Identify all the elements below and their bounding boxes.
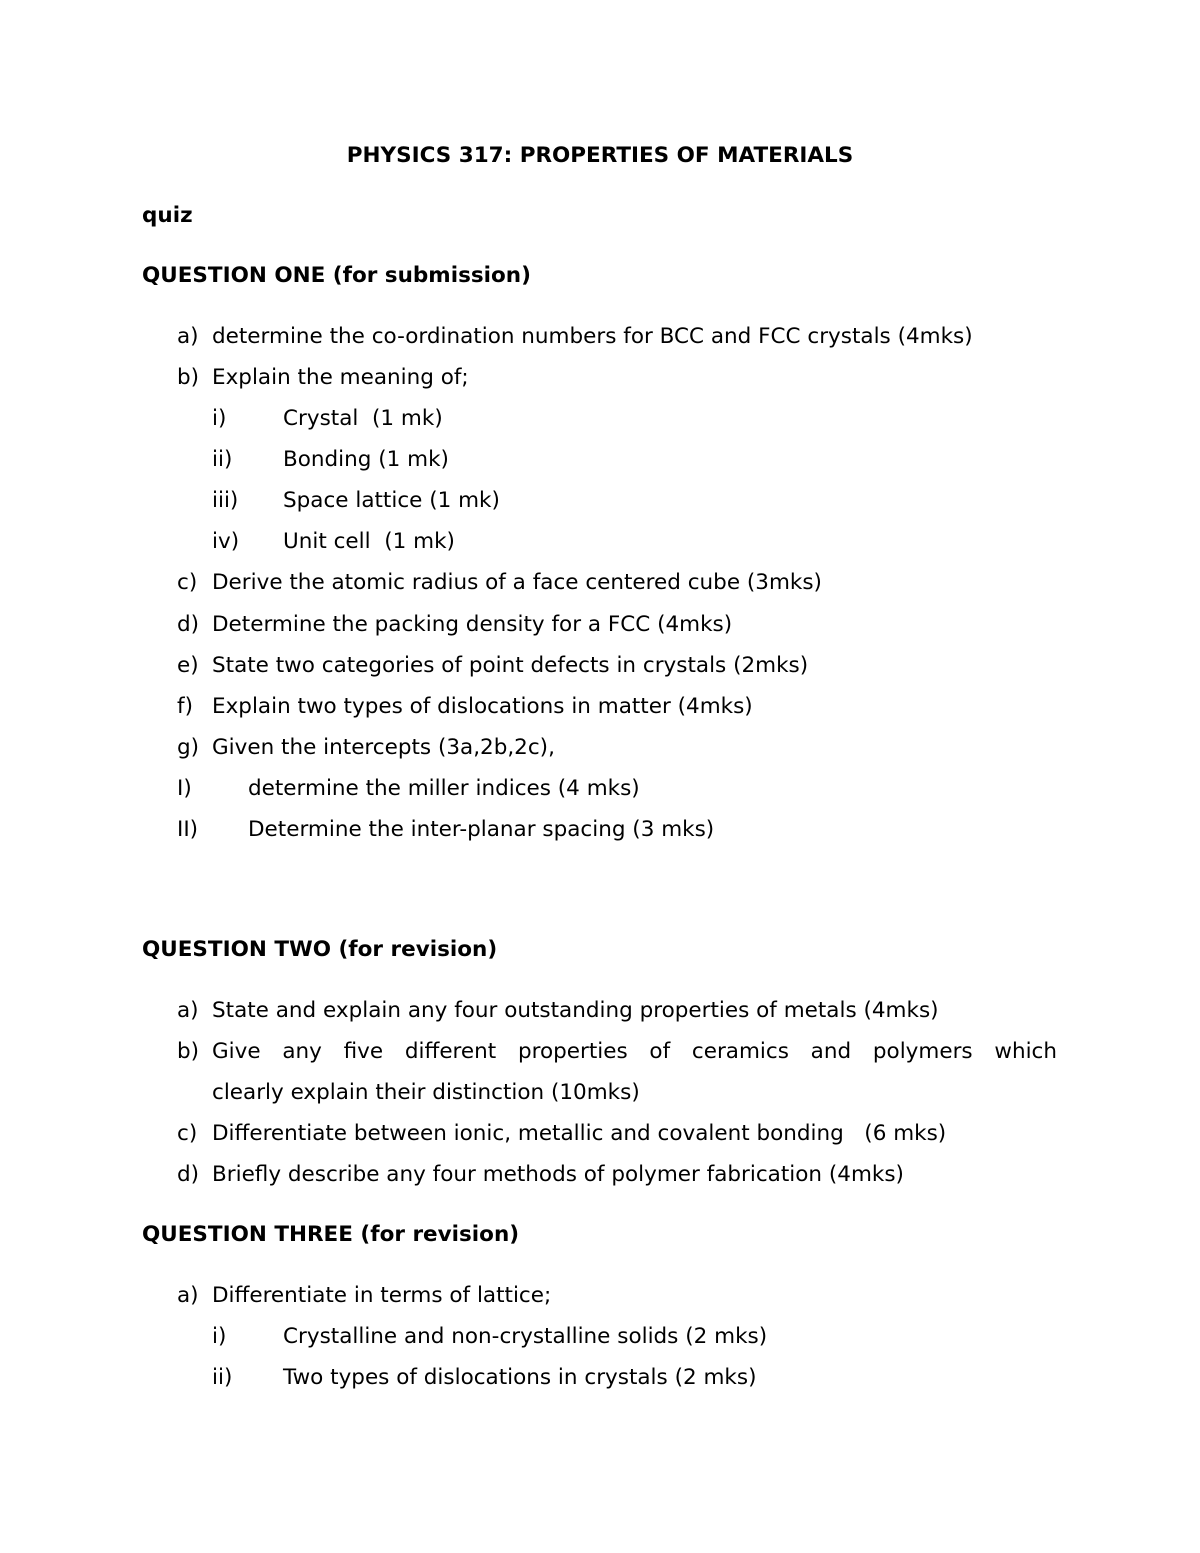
subitem-text: Crystalline and non-crystalline solids (2 mks)	[283, 1324, 768, 1349]
item-marker: b)	[177, 365, 200, 390]
question-three-heading: QUESTION THREE (for revision)	[142, 1222, 520, 1247]
item-marker: d)	[177, 612, 200, 637]
item-text: Derive the atomic radius of a face centered cube (3mks)	[212, 570, 822, 595]
item-text: Differentiate in terms of lattice;	[212, 1283, 552, 1308]
question-one-heading: QUESTION ONE (for submission)	[142, 263, 531, 288]
subitem-marker: i)	[212, 1324, 227, 1349]
subitem-marker: iii)	[212, 488, 239, 513]
item-text: Briefly describe any four methods of polymer fabrication (4mks)	[212, 1162, 904, 1187]
item-text: State two categories of point defects in crystals (2mks)	[212, 653, 809, 678]
item-text-continued: clearly explain their distinction (10mks)	[212, 1080, 640, 1105]
item-text: Given the intercepts (3a,2b,2c),	[212, 735, 555, 760]
item-text: determine the co-ordination numbers for BCC and FCC crystals (4mks)	[212, 324, 973, 349]
subitem-text: Space lattice (1 mk)	[283, 488, 500, 513]
subitem-text: Bonding (1 mk)	[283, 447, 449, 472]
item-text: Give any five different properties of ceramics and polymers which	[212, 1039, 1057, 1064]
item-text: Explain the meaning of;	[212, 365, 469, 390]
item-text: Differentiate between ionic, metallic and covalent bonding (6 mks)	[212, 1121, 947, 1146]
item-marker: c)	[177, 1121, 198, 1146]
item-marker: a)	[177, 998, 199, 1023]
quiz-label: quiz	[142, 203, 193, 228]
question-two-heading: QUESTION TWO (for revision)	[142, 937, 498, 962]
subitem-text: determine the miller indices (4 mks)	[248, 776, 640, 801]
subitem-marker: i)	[212, 406, 227, 431]
subitem-text: Determine the inter-planar spacing (3 mks)	[248, 817, 715, 842]
subitem-text: Two types of dislocations in crystals (2 mks)	[283, 1365, 757, 1390]
subitem-marker: ii)	[212, 447, 233, 472]
item-marker: a)	[177, 1283, 199, 1308]
subitem-text: Unit cell (1 mk)	[283, 529, 455, 554]
item-marker: d)	[177, 1162, 200, 1187]
item-text: Determine the packing density for a FCC (4mks)	[212, 612, 733, 637]
item-text: Explain two types of dislocations in matter (4mks)	[212, 694, 753, 719]
page-title: PHYSICS 317: PROPERTIES OF MATERIALS	[346, 143, 854, 168]
subitem-text: Crystal (1 mk)	[283, 406, 443, 431]
subitem-marker: I)	[177, 776, 192, 801]
subitem-marker: iv)	[212, 529, 240, 554]
item-marker: f)	[177, 694, 193, 719]
item-marker: c)	[177, 570, 198, 595]
subitem-marker: ii)	[212, 1365, 233, 1390]
item-marker: b)	[177, 1039, 200, 1064]
item-marker: e)	[177, 653, 199, 678]
item-text: State and explain any four outstanding properties of metals (4mks)	[212, 998, 939, 1023]
item-marker: g)	[177, 735, 200, 760]
subitem-marker: II)	[177, 817, 199, 842]
item-marker: a)	[177, 324, 199, 349]
